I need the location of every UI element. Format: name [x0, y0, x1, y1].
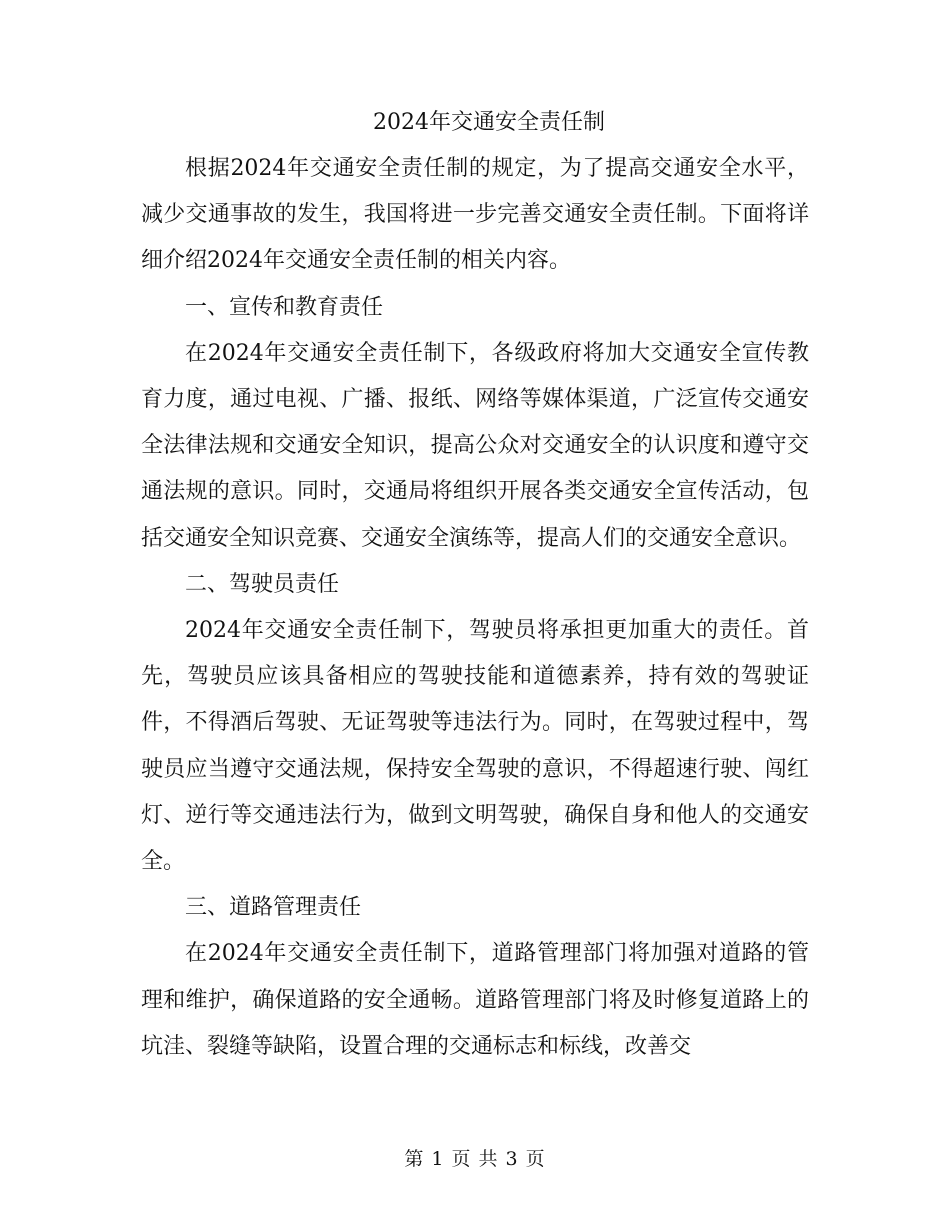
- document-content: [141, 100, 809, 1070]
- section-heading-publicity: 一、宣传和教育责任: [185, 294, 384, 320]
- document-title: 2024年交通安全责任制: [373, 110, 605, 135]
- section-heading-driver: 二、驾驶员责任: [185, 571, 340, 597]
- section-body-publicity: 在2024年交通安全责任制下，各级政府将加大交通安全宣传教育力度，通过电视、广播、报纸、网络等媒体渠道，广泛宣传交通安全法律法规和交通安全知识，提高公众对交通安全的认识度和遵守交通法规的意识。同时，交通局将组织开展各类交通安全宣传活动，包括交通安全知识竞赛、交通安全演练等，提高人们的交通安全意识。: [141, 340, 809, 551]
- intro-paragraph: 根据2024年交通安全责任制的规定，为了提高交通安全水平，减少交通事故的发生，我国将进一步完善交通安全责任制。下面将详细介绍2024年交通安全责任制的相关内容。: [141, 156, 809, 274]
- page-number-footer: 第 1 页 共 3 页: [404, 1148, 546, 1170]
- section-body-driver: 2024年交通安全责任制下，驾驶员将承担更加重大的责任。首先，驾驶员应该具备相应的驾驶技能和道德素养，持有效的驾驶证件，不得酒后驾驶、无证驾驶等违法行为。同时，在驾驶过程中，驾驶员应当遵守交通法规，保持安全驾驶的意识，不得超速行驶、闯红灯、逆行等交通违法行为，做到文明驾驶，确保自身和他人的交通安全。: [141, 618, 809, 875]
- section-heading-road-management: 三、道路管理责任: [185, 895, 362, 921]
- section-body-road-management: 在2024年交通安全责任制下，道路管理部门将加强对道路的管理和维护，确保道路的安全通畅。道路管理部门将及时修复道路上的坑洼、裂缝等缺陷，设置合理的交通标志和标线，改善交: [141, 941, 809, 1059]
